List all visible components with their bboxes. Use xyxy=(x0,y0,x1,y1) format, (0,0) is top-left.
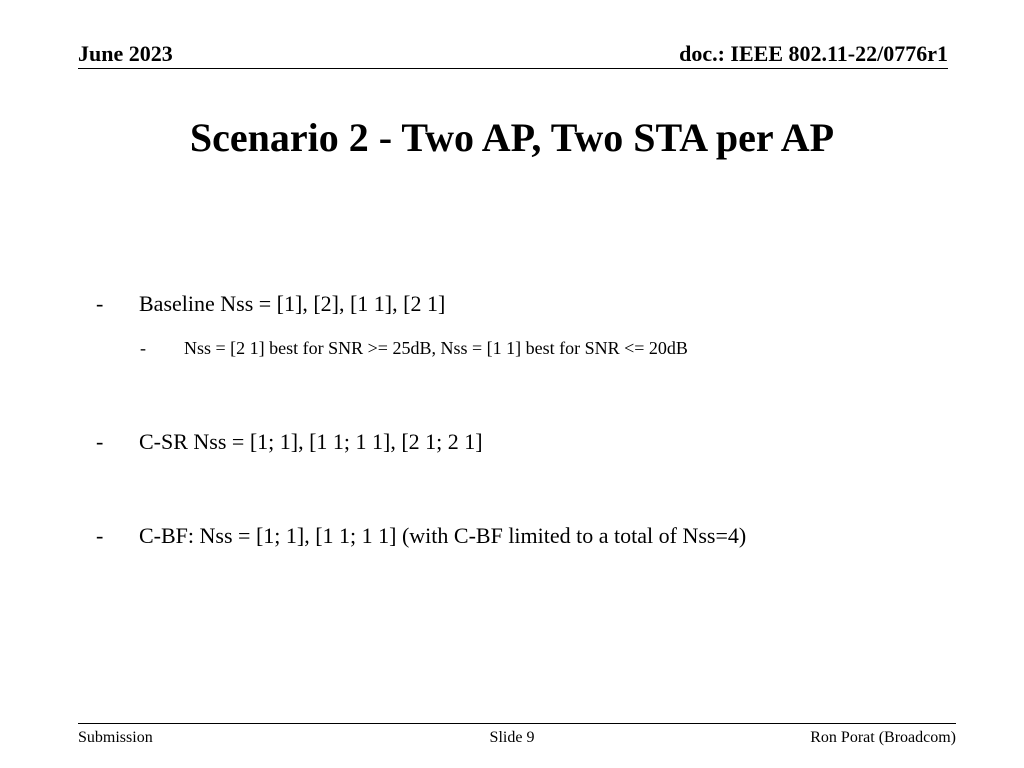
bullet-text: C-BF: Nss = [1; 1], [1 1; 1 1] (with C-BF limited to a total of Nss=4) xyxy=(139,523,747,548)
header-date: June 2023 xyxy=(78,41,173,66)
header-doc-id: doc.: IEEE 802.11-22/0776r1 xyxy=(679,41,948,66)
footer-slide-number: Slide 9 xyxy=(489,729,535,746)
bullet-text: Baseline Nss = [1], [2], [1 1], [2 1] xyxy=(139,291,446,316)
bullet-marker: - xyxy=(96,291,104,316)
bullet-marker: - xyxy=(96,523,104,548)
slide-title: Scenario 2 - Two AP, Two STA per AP xyxy=(189,115,835,160)
header-divider xyxy=(78,68,948,69)
bullet-text: C-SR Nss = [1; 1], [1 1; 1 1], [2 1; 2 1] xyxy=(139,429,483,454)
sub-bullet-text: Nss = [2 1] best for SNR >= 25dB, Nss = [1 1] best for SNR <= 20dB xyxy=(184,338,688,358)
bullet-marker: - xyxy=(96,429,104,454)
sub-bullet-marker: - xyxy=(140,338,146,358)
footer-submission: Submission xyxy=(78,729,153,746)
footer-divider xyxy=(78,723,956,724)
footer-author: Ron Porat (Broadcom) xyxy=(810,729,956,746)
